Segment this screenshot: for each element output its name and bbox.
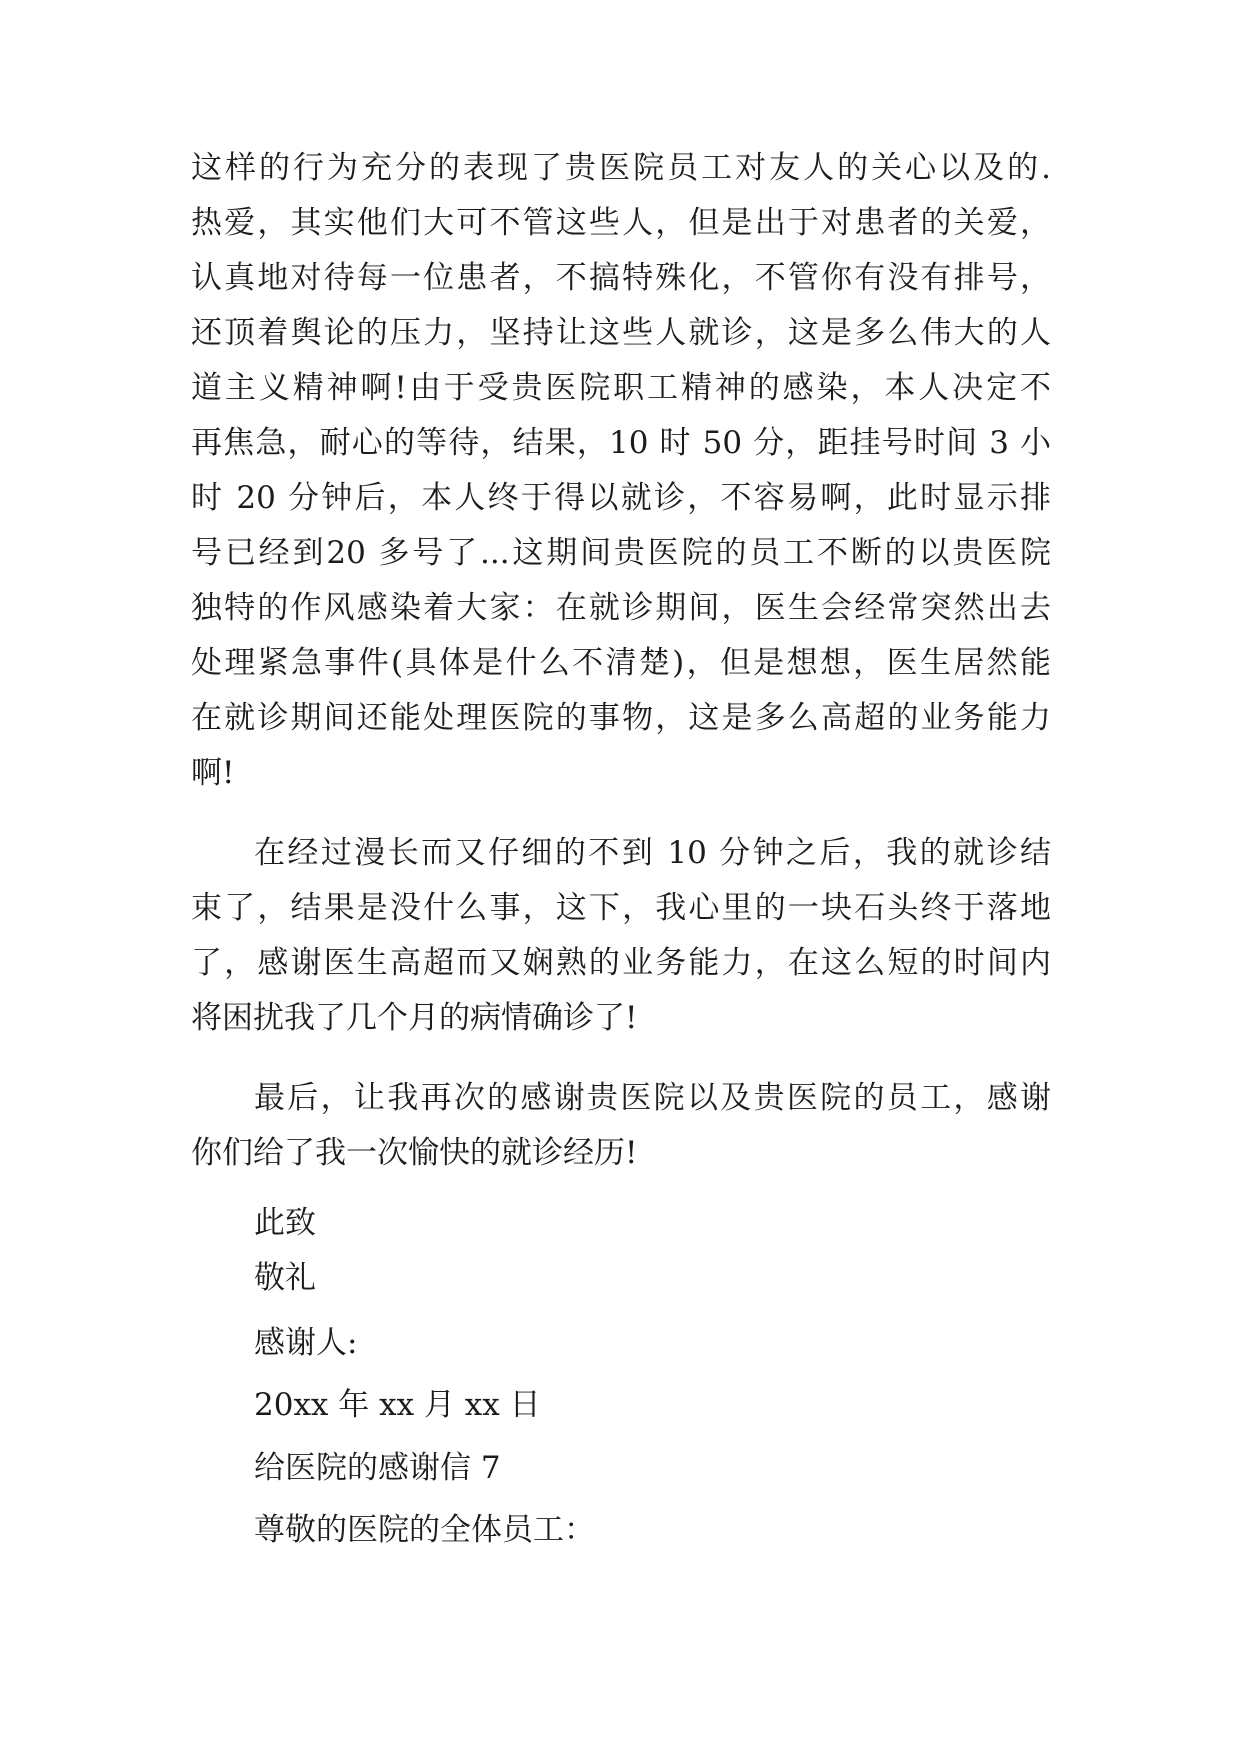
paragraph-1-line-1: 这样的行为充分的表现了贵医院员工对友人的关心以及的. <box>191 150 1051 186</box>
paragraph-2-line-3: 了，感谢医生高超而又娴熟的业务能力，在这么短的时间内 <box>191 945 1051 981</box>
next-letter-title: 给医院的感谢信 7 <box>254 1450 501 1486</box>
paragraph-1-line-4: 还顶着舆论的压力，坚持让这些人就诊，这是多么伟大的人 <box>191 315 1051 351</box>
paragraph-2-line-2: 束了，结果是没什么事，这下，我心里的一块石头终于落地 <box>191 890 1051 926</box>
paragraph-3-line-2: 你们给了我一次愉快的就诊经历! <box>191 1135 638 1171</box>
salutation-jingli: 敬礼 <box>254 1260 316 1296</box>
paragraph-2-line-4: 将困扰我了几个月的病情确诊了! <box>191 1000 638 1036</box>
paragraph-1-line-7: 时 20 分钟后，本人终于得以就诊，不容易啊，此时显示排 <box>191 480 1051 516</box>
paragraph-1-line-3: 认真地对待每一位患者，不搞特殊化，不管你有没有排号， <box>191 260 1051 296</box>
paragraph-1-line-2: 热爱，其实他们大可不管这些人，但是出于对患者的关爱， <box>191 205 1051 241</box>
paragraph-1-line-10: 处理紧急事件(具体是什么不清楚)，但是想想，医生居然能 <box>191 645 1051 681</box>
salutation-cizhi: 此致 <box>254 1205 316 1241</box>
paragraph-1-line-9: 独特的作风感染着大家：在就诊期间，医生会经常突然出去 <box>191 590 1051 626</box>
next-letter-greeting: 尊敬的医院的全体员工： <box>254 1512 595 1548</box>
signer-label: 感谢人: <box>254 1325 358 1361</box>
letter-date: 20xx 年 xx 月 xx 日 <box>254 1387 541 1423</box>
paragraph-1-line-6: 再焦急，耐心的等待，结果，10 时 50 分，距挂号时间 3 小 <box>191 425 1051 461</box>
paragraph-1-line-8: 号已经到20 多号了...这期间贵医院的员工不断的以贵医院 <box>191 535 1051 571</box>
paragraph-1-line-11: 在就诊期间还能处理医院的事物，这是多么高超的业务能力 <box>191 700 1051 736</box>
paragraph-1-line-5: 道主义精神啊!由于受贵医院职工精神的感染，本人决定不 <box>191 370 1051 406</box>
paragraph-2-line-1: 在经过漫长而又仔细的不到 10 分钟之后，我的就诊结 <box>254 835 1051 871</box>
paragraph-1-line-12: 啊! <box>191 755 235 791</box>
paragraph-3-line-1: 最后，让我再次的感谢贵医院以及贵医院的员工，感谢 <box>254 1080 1051 1116</box>
